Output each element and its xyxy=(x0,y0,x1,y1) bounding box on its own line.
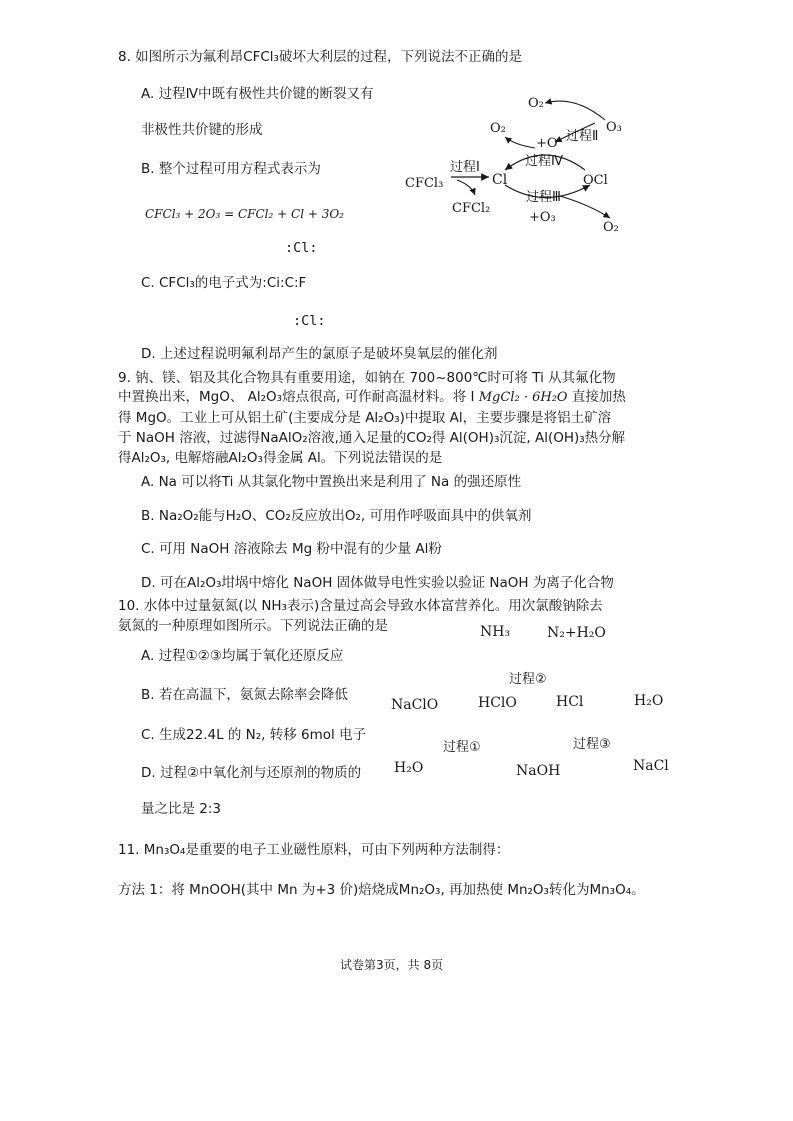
q8-diag-plus-o3: +O₃ xyxy=(529,210,556,225)
q8-diag-o2-bottom: O₂ xyxy=(603,220,619,235)
q10-diag-hcl: HCl xyxy=(556,694,584,710)
q10-option-b: B. 若在高温下，氨氮去除率会降低 xyxy=(141,687,348,703)
q11-method1: 方法 1：将 MnOOH(其中 Mn 为+3 价)焙烧成Mn₂O₃, 再加热使 Mn₂O₃转化为Mn₃O₄。 xyxy=(118,882,645,898)
q8-option-b: B. 整个过程可用方程式表示为 xyxy=(141,161,321,177)
q11-stem: 11. Mn₃O₄是重要的电子工业磁性原料，可由下列两种方法制得： xyxy=(118,842,510,858)
q10-diag-nacl: NaCl xyxy=(633,758,669,774)
q10-option-c: C. 生成22.4L 的 N₂, 转移 6mol 电子 xyxy=(141,727,367,743)
q10-diag-naoh: NaOH xyxy=(516,763,561,779)
q10-option-a: A. 过程①②③均属于氧化还原反应 xyxy=(141,648,344,664)
q8-diag-o2-top: O₂ xyxy=(528,96,544,111)
q8-diag-cfcl3: CFCl₃ xyxy=(405,176,444,191)
q8-diag-o2-left: O₂ xyxy=(490,121,506,136)
q10-diag-step2: 过程② xyxy=(509,672,547,687)
q8-option-b-equation: CFCl₃ + 2O₃ = CFCl₂ + Cl + 3O₂ xyxy=(145,207,344,221)
q10-diag-naclo: NaClO xyxy=(391,697,439,713)
q9-stem-line2-end: 直接加热 xyxy=(571,389,626,405)
q10-diag-h2o-right: H₂O xyxy=(634,693,664,709)
q10-diag-nh3: NH₃ xyxy=(480,624,511,640)
q9-stem-line2-formula: MgCl₂ · 6H₂O xyxy=(478,390,568,405)
q9-stem-line3: 得 MgO。工业上可从铝土矿(主要成分是 Al₂O₃)中提取 Al，主要步骤是将铝土矿溶 xyxy=(118,410,612,426)
q8-diag-step1: 过程Ⅰ xyxy=(450,160,480,175)
q8-diag-step4: 过程Ⅳ xyxy=(525,154,563,169)
q8-option-a-line1: A. 过程Ⅳ中既有极性共价键的断裂又有 xyxy=(141,86,374,102)
q9-option-c: C. 可用 NaOH 溶液除去 Mg 粉中混有的少量 Al粉 xyxy=(141,541,442,557)
q8-option-c: C. CFCl₃的电子式为:Ci:C:F xyxy=(141,275,307,291)
q10-diag-n2-h2o: N₂+H₂O xyxy=(547,625,606,641)
q10-diag-step1: 过程① xyxy=(443,740,481,755)
q8-diag-o3: O₃ xyxy=(606,120,622,135)
page-footer: 试卷第3页，共 8页 xyxy=(340,958,444,972)
q9-stem-line5: 得Al₂O₃, 电解熔融Al₂O₃得金属 Al。下列说法错误的是 xyxy=(118,450,443,466)
q8-diag-cfcl2: CFCl₂ xyxy=(452,201,491,216)
q8-stem: 8. 如图所示为氟利昂CFCl₃破坏大利层的过程，下列说法不正确的是 xyxy=(118,49,522,65)
q9-option-d: D. 可在Al₂O₃坩埚中熔化 NaOH 固体做导电性实验以验证 NaOH 为离子化合物 xyxy=(141,575,614,591)
q9-stem-line2-text: 中置换出来，MgO、 Al₂O₃熔点很高, 可作耐高温材料。将 I xyxy=(118,389,475,405)
q9-stem-line4: 于 NaOH 溶液，过滤得NaAlO₂溶液,通入足量的CO₂得 Al(OH)₃沉淀, Al(OH)₃热分解 xyxy=(118,430,626,446)
q8-ozone-depletion-diagram xyxy=(395,85,655,240)
q10-diag-hclo: HClO xyxy=(478,695,517,711)
q10-diag-h2o-left: H₂O xyxy=(394,760,424,776)
q8-diag-cl: Cl xyxy=(492,172,508,188)
q8-electron-formula-top: :Cl: xyxy=(285,240,318,256)
q9-option-b: B. Na₂O₂能与H₂O、CO₂反应放出O₂, 可用作呼吸面具中的供氧剂 xyxy=(141,508,532,524)
q8-diag-ocl: OCl xyxy=(583,173,608,188)
q9-stem-line2 xyxy=(118,389,626,406)
q10-option-d-line1: D. 过程②中氧化剂与还原剂的物质的 xyxy=(141,765,362,781)
q9-stem-line1: 9. 钠、镁、铝及其化合物具有重要用途，如钠在 700~800℃时可将 Ti 从其氟化物 xyxy=(118,370,616,386)
q8-diag-plus-o: +O xyxy=(536,136,558,151)
q8-electron-formula-bottom: :Cl: xyxy=(293,313,326,329)
q10-diag-step3: 过程③ xyxy=(573,737,611,752)
q8-option-a-line2: 非极性共价键的形成 xyxy=(141,122,263,138)
q10-option-d-line2: 量之比是 2:3 xyxy=(141,801,222,817)
q10-stem-line2: 氨氮的一种原理如图所示。下列说法正确的是 xyxy=(118,618,388,634)
q8-diag-step2: 过程Ⅱ xyxy=(566,129,599,144)
q9-option-a: A. Na 可以将Ti 从其氯化物中置换出来是利用了 Na 的强还原性 xyxy=(141,474,522,490)
q10-stem-line1: 10. 水体中过量氨氮(以 NH₃表示)含量过高会导致水体富营养化。用次氯酸钠除去 xyxy=(118,598,603,614)
q8-diag-step3: 过程Ⅲ xyxy=(526,190,561,205)
q8-option-d: D. 上述过程说明氟利昂产生的氯原子是破坏臭氧层的催化剂 xyxy=(141,346,498,362)
